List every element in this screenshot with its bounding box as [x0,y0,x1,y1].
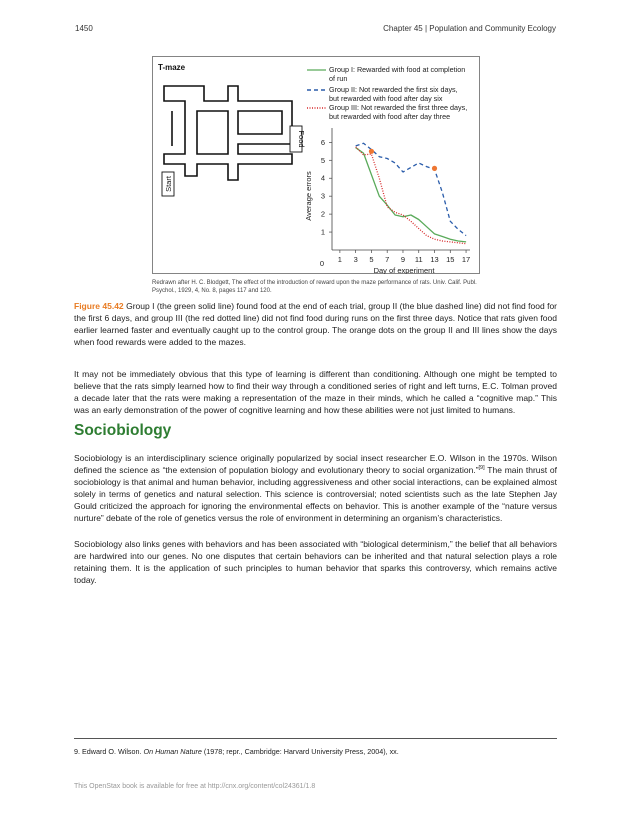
legend-group-2-line-1: Group II: Not rewarded the first six days, [329,85,458,94]
section-title: Sociobiology [74,422,172,439]
x-tick-label: 7 [385,255,390,264]
y-tick-label: 4 [320,173,325,183]
paragraph-biological-determinism: Sociobiology also links genes with behaviors and has been associated with “biological determinism,” the belief that all behaviors are hardwired into our genes. No one disputes that certain behaviors can be inherited and that natural selection plays a role retaining them. It is the application of such principles to human behavior that sparks this controversy, which remains active today. [74,539,557,585]
x-tick-label: 5 [369,255,374,264]
paragraph-text: The main thrust of sociobiology is that animal and human behavior, including aggressiveness and other social interactions, can be explained almost solely in terms of genetics and natural selection. This science is controversial; noted scientists such as the late Stephen Jay Gould criticized the approach for ignoring the environmental effects on behavior. This is another example of the “nature versus nurture” debate of the role of genetics versus the role of environment in determining an organism’s characteristics. [74,465,557,523]
maze-start-label: Start [164,176,173,192]
y-tick-label: 5 [320,155,325,165]
figure-caption [74,300,557,348]
axis-zero-label: 0 [319,259,325,268]
y-tick-label: 1 [320,227,325,237]
x-tick-label: 11 [414,255,423,264]
legend-group-1-line-2: of run [329,74,348,83]
x-tick-label: 3 [353,255,358,264]
footnote-ref[interactable]: [9] [478,465,485,472]
figure-45-42 [152,56,480,274]
maze-food-label: Food [297,130,306,148]
x-tick-label: 17 [461,255,471,264]
figure-credit: Redrawn after H. C. Blodgett, The effect of the introduction of reward upon the maze performance of rats. Univ. Calif. Publ. Psychol., 1929, 4, No. 8, pages 117 and 120. [152,280,477,294]
maze-title: T-maze [158,63,186,72]
x-tick-label: 9 [400,255,406,264]
y-tick-label: 3 [320,191,325,201]
figure-svg [152,56,480,274]
y-axis-title: Average errors [304,171,313,221]
paragraph-sociobiology-intro [74,452,557,524]
chapter-header: Chapter 45 | Population and Community Ecology [383,24,556,33]
footnote-number: 9. [74,747,80,756]
footnote-details: (1978; repr., Cambridge: Harvard University Press, 2004), xx. [201,747,399,756]
paragraph-cognitive-map: It may not be immediately obvious that this type of learning is different than conditioning. Although one might be tempted to believe that the rats simply learned how to find their way through a conditioned series of right and left turns, E.C. Tolman proved a decade later that the rats were making a representation of the maze in their minds, which he called a “cognitive map.” This was an early demonstration of the power of cognitive learning and how these abilities were not just limited to humans. [74,369,557,415]
figure-label: Figure 45.42 [74,301,124,311]
paragraph-text: Sociobiology is an interdisciplinary science originally popularized by social insect researcher E.O. Wilson in the 1970s. Wilson defined the science as “the extension of population biology and evolutionary theory to social organization.” [74,453,557,475]
legend-group-1-line-1: Group I: Rewarded with food at completion [329,65,466,74]
reward-marker-dot [432,166,437,171]
x-tick-label: 1 [337,255,342,264]
y-tick-label: 6 [320,137,325,147]
footnote-divider [74,738,557,739]
x-axis-title: Day of experiment [373,266,435,274]
footnote-book-title: On Human Nature [143,747,202,756]
x-tick-label: 15 [446,255,455,264]
y-tick-label: 2 [320,209,325,219]
chart-legend [307,65,467,121]
reward-marker-dot [369,149,374,154]
page-number: 1450 [75,24,93,33]
x-tick-label: 13 [430,255,439,264]
legend-group-3-line-2: but rewarded with food after day three [329,112,451,121]
figure-caption-text: Group I (the green solid line) found food at the end of each trial, group II (the blue dashed line) did not find food for the first 6 days, and group III (the red dotted line) did not find food during runs on the first three days. Notice that rats given food earlier learned faster and eventually caught up to the control group. The orange dots on the group II and III lines show the days when food rewards were added to the mazes. [74,301,558,347]
legend-group-3-line-1: Group III: Not rewarded the first three days, [329,103,468,112]
footnote [74,747,399,756]
footnote-author: Edward O. Wilson. [80,747,144,756]
page-footer: This OpenStax book is available for free at http://cnx.org/content/col24361/1.8 [74,783,316,790]
legend-group-2-line-2: but rewarded with food after day six [329,94,443,103]
